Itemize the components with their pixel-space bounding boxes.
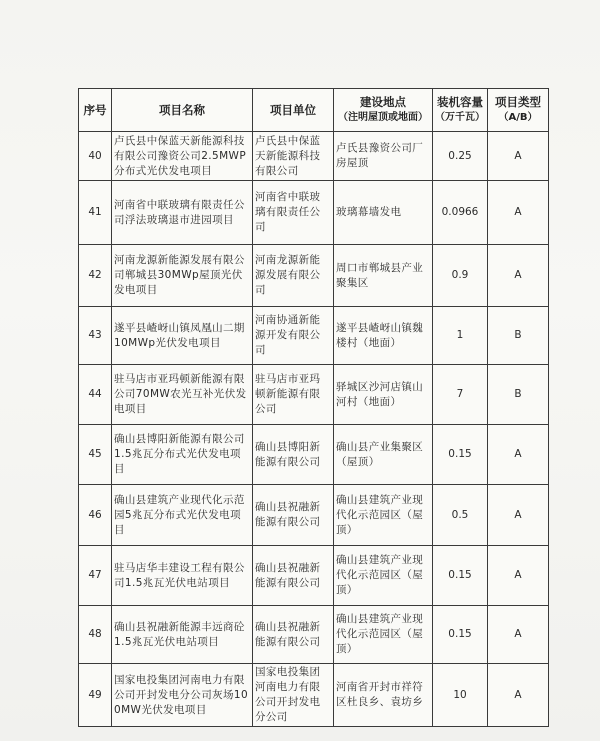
cell-no: 40 — [79, 132, 112, 181]
cell-no: 47 — [79, 546, 112, 606]
cell-capacity: 7 — [433, 365, 488, 425]
table-row — [79, 245, 549, 307]
cell-name: 确山县博阳新能源有限公司1.5兆瓦分布式光伏发电项目 — [112, 425, 253, 485]
cell-location: 确山县建筑产业现代化示范园区（屋顶） — [334, 546, 433, 606]
cell-no: 49 — [79, 664, 112, 727]
cell-type: A — [488, 425, 549, 485]
cell-type: A — [488, 485, 549, 546]
cell-name: 国家电投集团河南电力有限公司开封发电分公司灰场100MW光伏发电项目 — [112, 664, 253, 727]
cell-location: 确山县建筑产业现代化示范园区（屋顶） — [334, 606, 433, 664]
cell-capacity: 0.25 — [433, 132, 488, 181]
cell-name: 河南龙源新能源发展有限公司郸城县30MWp屋顶光伏发电项目 — [112, 245, 253, 307]
cell-no: 46 — [79, 485, 112, 546]
cell-unit: 河南协通新能源开发有限公司 — [253, 307, 334, 365]
cell-capacity: 0.15 — [433, 425, 488, 485]
cell-no: 42 — [79, 245, 112, 307]
cell-unit: 确山县祝融新能源有限公司 — [253, 546, 334, 606]
cell-no: 41 — [79, 181, 112, 245]
header-type — [488, 89, 549, 132]
cell-location: 卢氏县豫资公司厂房屋顶 — [334, 132, 433, 181]
cell-capacity: 0.15 — [433, 606, 488, 664]
cell-location: 确山县建筑产业现代化示范园区（屋顶） — [334, 485, 433, 546]
cell-unit: 驻马店市亚玛顿新能源有限公司 — [253, 365, 334, 425]
cell-location: 确山县产业集聚区（屋顶） — [334, 425, 433, 485]
table-row — [79, 365, 549, 425]
cell-unit: 确山县祝融新能源有限公司 — [253, 485, 334, 546]
header-unit: 项目单位 — [253, 89, 334, 132]
cell-name: 确山县建筑产业现代化示范园5兆瓦分布式光伏发电项目 — [112, 485, 253, 546]
cell-unit: 河南省中联玻璃有限责任公司 — [253, 181, 334, 245]
header-name: 项目名称 — [112, 89, 253, 132]
cell-unit: 卢氏县中保蓝天新能源科技有限公司 — [253, 132, 334, 181]
cell-type: A — [488, 606, 549, 664]
cell-no: 43 — [79, 307, 112, 365]
table-row — [79, 606, 549, 664]
header-no: 序号 — [79, 89, 112, 132]
table-row — [79, 307, 549, 365]
cell-type: A — [488, 546, 549, 606]
cell-unit: 国家电投集团河南电力有限公司开封发电分公司 — [253, 664, 334, 727]
header-capacity-unit: （万千瓦） — [435, 112, 485, 123]
cell-unit: 河南龙源新能源发展有限公司 — [253, 245, 334, 307]
cell-capacity: 10 — [433, 664, 488, 727]
header-location-note: （注明屋顶或地面） — [338, 112, 428, 123]
cell-type: B — [488, 307, 549, 365]
cell-type: A — [488, 664, 549, 727]
cell-unit: 确山县博阳新能源有限公司 — [253, 425, 334, 485]
cell-type: A — [488, 245, 549, 307]
cell-location: 周口市郸城县产业聚集区 — [334, 245, 433, 307]
table-header-row — [79, 89, 549, 132]
cell-capacity: 0.5 — [433, 485, 488, 546]
table-row — [79, 181, 549, 245]
header-type-note: （A/B） — [498, 112, 538, 123]
header-capacity-label: 装机容量 — [437, 95, 483, 109]
cell-name: 驻马店市亚玛顿新能源有限公司70MW农光互补光伏发电项目 — [112, 365, 253, 425]
cell-unit: 确山县祝融新能源有限公司 — [253, 606, 334, 664]
cell-capacity: 1 — [433, 307, 488, 365]
cell-type: B — [488, 365, 549, 425]
cell-name: 驻马店华丰建设工程有限公司1.5兆瓦光伏电站项目 — [112, 546, 253, 606]
cell-location: 玻璃幕墙发电 — [334, 181, 433, 245]
cell-capacity: 0.0966 — [433, 181, 488, 245]
project-table — [78, 88, 549, 727]
cell-name: 卢氏县中保蓝天新能源科技有限公司豫资公司2.5MWP分布式光伏发电项目 — [112, 132, 253, 181]
header-capacity — [433, 89, 488, 132]
header-type-label: 项目类型 — [495, 95, 541, 109]
cell-no: 44 — [79, 365, 112, 425]
table-row — [79, 132, 549, 181]
cell-type: A — [488, 132, 549, 181]
header-location — [334, 89, 433, 132]
table-row — [79, 664, 549, 727]
cell-no: 48 — [79, 606, 112, 664]
cell-type: A — [488, 181, 549, 245]
table-row — [79, 485, 549, 546]
header-location-label: 建设地点 — [360, 95, 406, 109]
cell-location: 河南省开封市祥符区杜良乡、袁坊乡 — [334, 664, 433, 727]
cell-capacity: 0.9 — [433, 245, 488, 307]
cell-location: 驿城区沙河店镇山河村（地面） — [334, 365, 433, 425]
cell-capacity: 0.15 — [433, 546, 488, 606]
cell-location: 遂平县嵖岈山镇魏楼村（地面） — [334, 307, 433, 365]
cell-name: 遂平县嵖岈山镇凤凰山二期10MWp光伏发电项目 — [112, 307, 253, 365]
cell-no: 45 — [79, 425, 112, 485]
cell-name: 确山县祝融新能源丰远商砼1.5兆瓦光伏电站项目 — [112, 606, 253, 664]
cell-name: 河南省中联玻璃有限责任公司浮法玻璃退市进园项目 — [112, 181, 253, 245]
table-row — [79, 546, 549, 606]
table-row — [79, 425, 549, 485]
